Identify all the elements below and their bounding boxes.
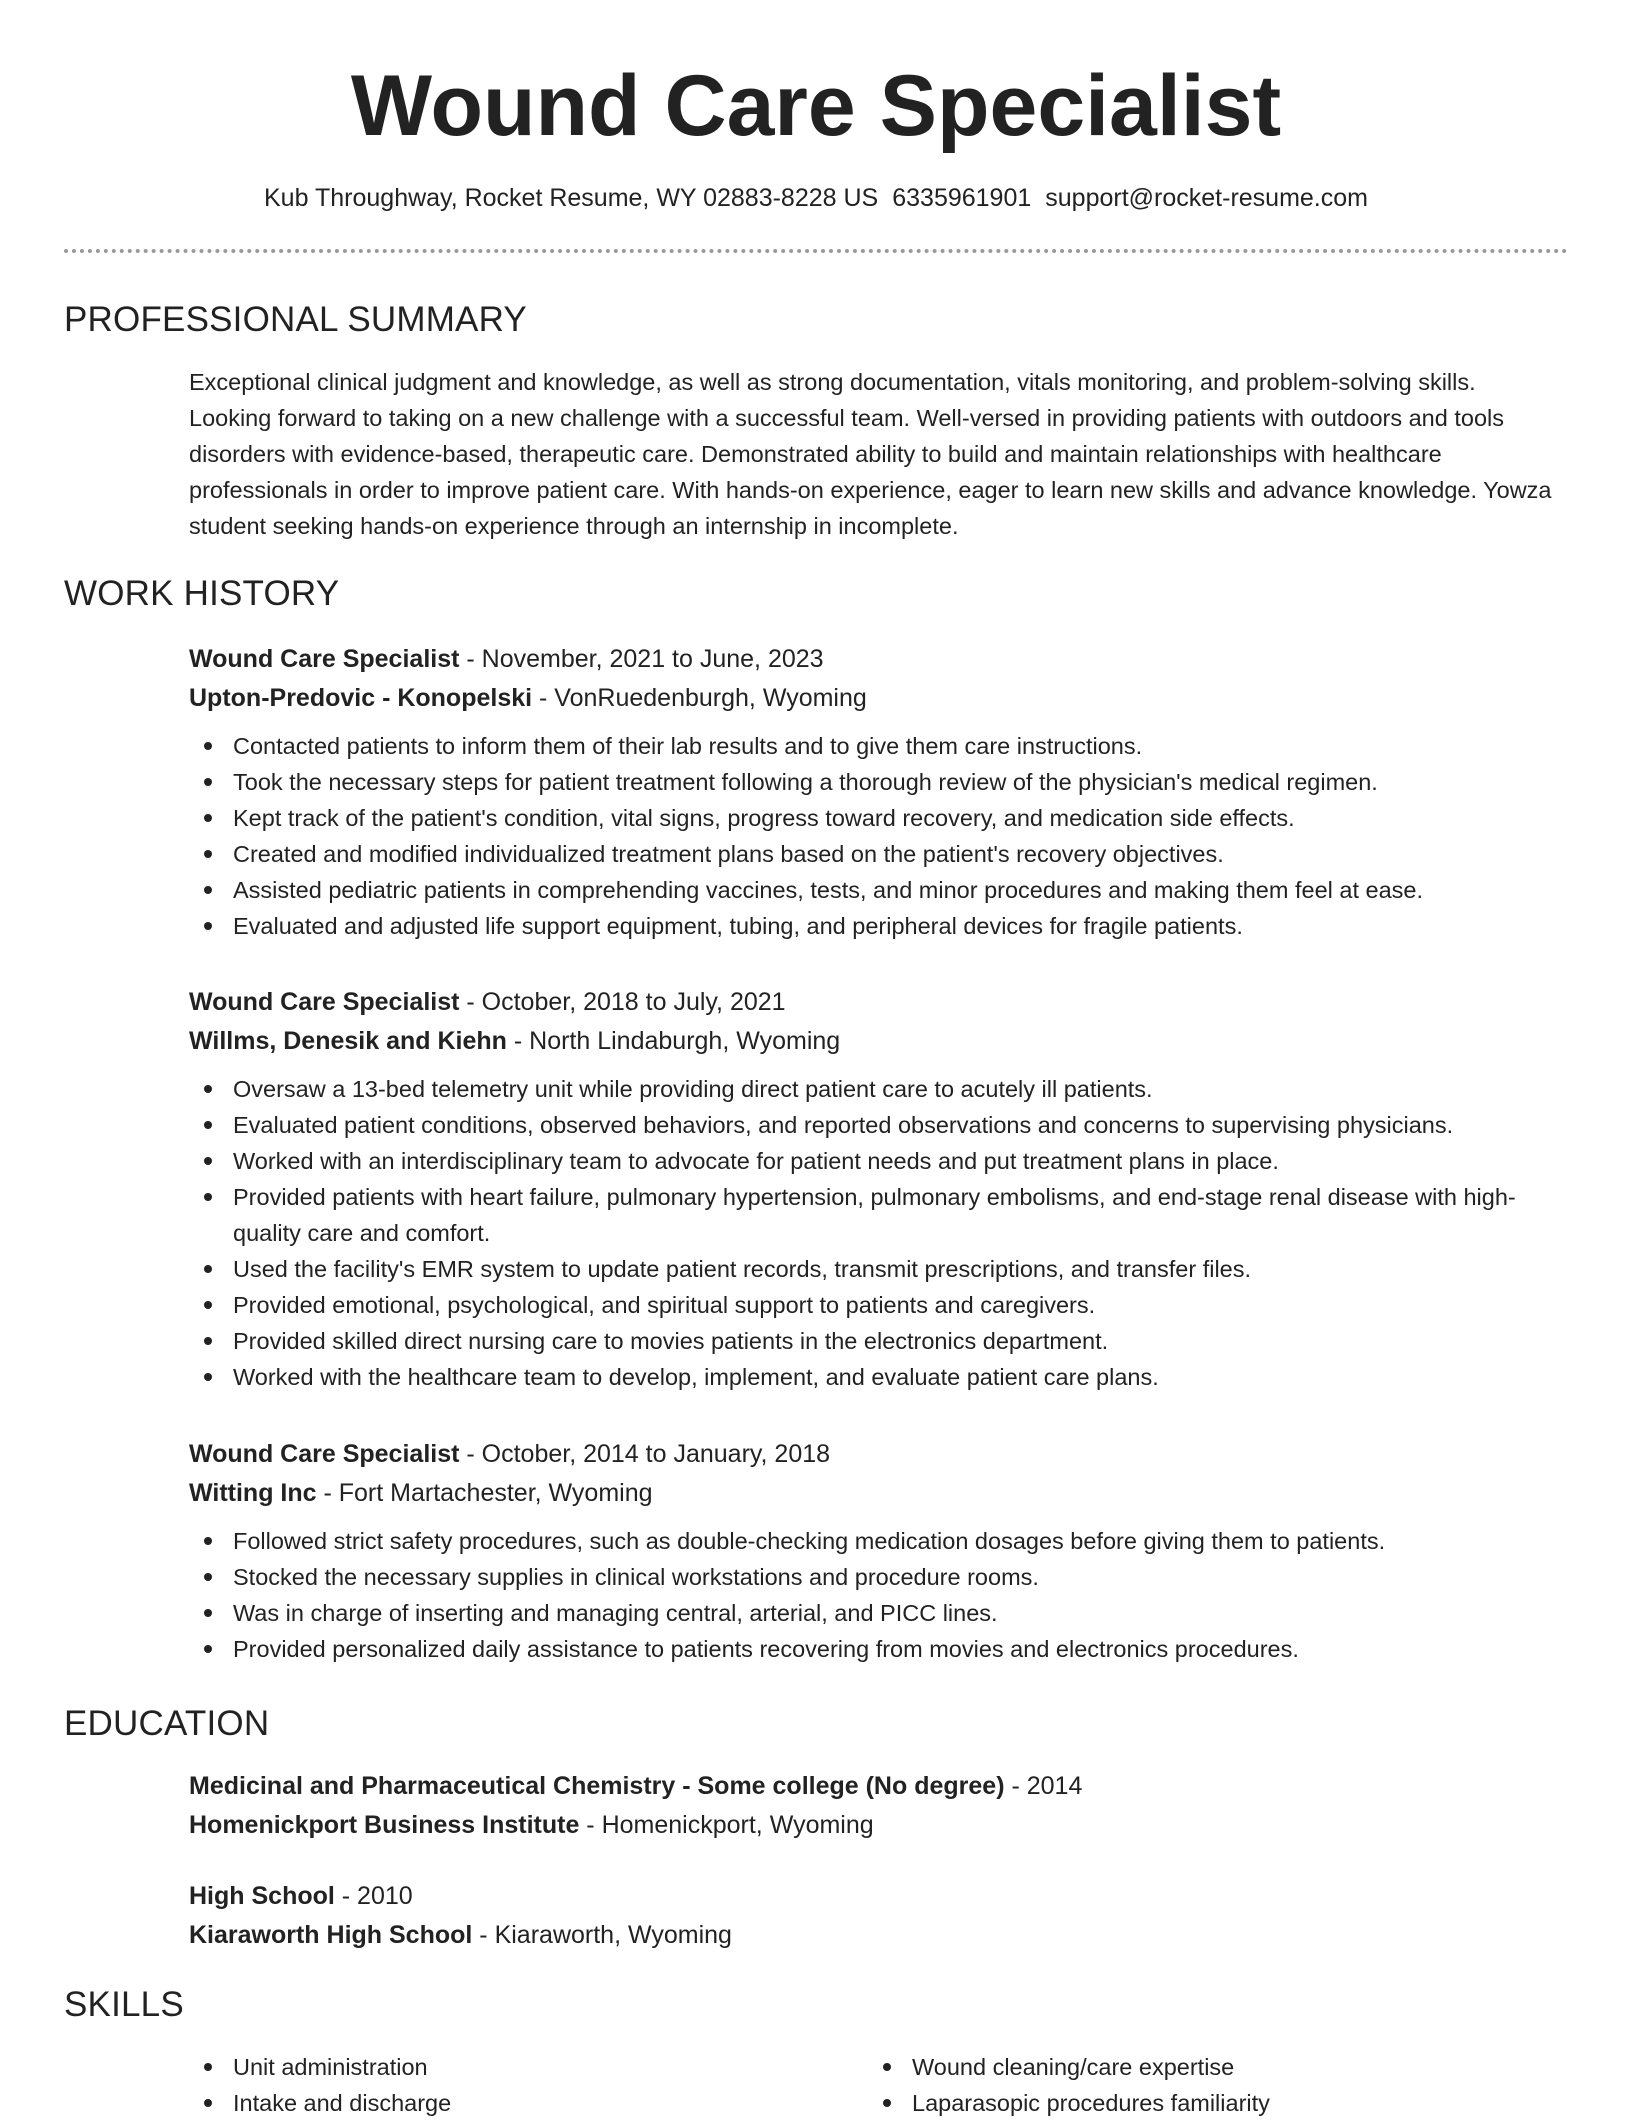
skills-column-left	[189, 2049, 789, 2121]
skill-item: Laparasopic procedures familiarity	[912, 2085, 1468, 2121]
job-duty-item: Oversaw a 13-bed telemetry unit while providing direct patient care to acutely ill patients.	[233, 1071, 1564, 1107]
job-location: - VonRuedenburgh, Wyoming	[532, 684, 867, 712]
job-duty-item: Evaluated patient conditions, observed behaviors, and reported observations and concerns to supervising physicians.	[233, 1107, 1564, 1143]
education-year: - 2010	[334, 1882, 413, 1910]
education-location: - Homenickport, Wyoming	[579, 1811, 874, 1839]
job-dates: - October, 2018 to July, 2021	[459, 988, 786, 1016]
job-location: - North Lindaburgh, Wyoming	[506, 1027, 841, 1055]
job-duty-item: Stocked the necessary supplies in clinical workstations and procedure rooms.	[233, 1559, 1564, 1595]
job-duty-item: Created and modified individualized treatment plans based on the patient's recovery objectives.	[233, 836, 1564, 872]
skills-list	[868, 2049, 1468, 2121]
job-duties-list	[189, 1071, 1564, 1395]
job-employer: Willms, Denesik and Kiehn	[189, 1027, 507, 1055]
job-duty-item: Evaluated and adjusted life support equipment, tubing, and peripheral devices for fragile patients.	[233, 908, 1564, 944]
job-dates: - November, 2021 to June, 2023	[459, 645, 824, 673]
job-duty-item: Was in charge of inserting and managing central, arterial, and PICC lines.	[233, 1595, 1564, 1631]
job-duty-item: Contacted patients to inform them of their lab results and to give them care instructions.	[233, 728, 1564, 764]
job-duty-item: Assisted pediatric patients in comprehending vaccines, tests, and minor procedures and making them feel at ease.	[233, 872, 1564, 908]
job-title-line	[189, 640, 1564, 679]
education-school: Kiaraworth High School	[189, 1921, 473, 1949]
section-title-education: EDUCATION	[64, 1704, 270, 1743]
resume-name: Wound Care Specialist	[350, 58, 1282, 154]
job-duty-item: Provided emotional, psychological, and spiritual support to patients and caregivers.	[233, 1287, 1564, 1323]
job-duty-item: Provided patients with heart failure, pulmonary hypertension, pulmonary embolisms, and end-stage renal disease with high-quality care and comfort.	[233, 1179, 1564, 1251]
education-school: Homenickport Business Institute	[189, 1811, 580, 1839]
education-location: - Kiaraworth, Wyoming	[472, 1921, 732, 1949]
education-degree: Medicinal and Pharmaceutical Chemistry - Some college (No degree)	[189, 1772, 1005, 1800]
job-duty-item: Kept track of the patient's condition, vital signs, progress toward recovery, and medication side effects.	[233, 800, 1564, 836]
education-degree: High School	[189, 1882, 335, 1910]
education-entry	[189, 1877, 1564, 1955]
job-entry	[189, 1435, 1564, 1667]
section-title-summary: PROFESSIONAL SUMMARY	[64, 300, 527, 339]
job-title: Wound Care Specialist	[189, 645, 460, 673]
job-dates: - October, 2014 to January, 2018	[459, 1440, 831, 1468]
job-employer-line	[189, 1474, 1564, 1513]
job-employer-line	[189, 679, 1564, 718]
job-duty-item: Followed strict safety procedures, such as double-checking medication dosages before giving them to patients.	[233, 1523, 1564, 1559]
education-degree-line	[189, 1767, 1564, 1806]
section-title-work-history: WORK HISTORY	[64, 574, 340, 613]
job-entry	[189, 983, 1564, 1395]
header-divider	[64, 249, 1568, 253]
job-duty-item: Worked with an interdisciplinary team to advocate for patient needs and put treatment plans in place.	[233, 1143, 1564, 1179]
education-year: - 2014	[1004, 1772, 1083, 1800]
job-duty-item: Worked with the healthcare team to develop, implement, and evaluate patient care plans.	[233, 1359, 1564, 1395]
skill-item: Unit administration	[233, 2049, 789, 2085]
education-school-line	[189, 1806, 1564, 1845]
section-title-skills: SKILLS	[64, 1985, 184, 2024]
job-duty-item: Provided personalized daily assistance to patients recovering from movies and electronics procedures.	[233, 1631, 1564, 1667]
job-duty-item: Provided skilled direct nursing care to movies patients in the electronics department.	[233, 1323, 1564, 1359]
contact-phone: 6335961901	[892, 184, 1032, 212]
job-duty-item: Used the facility's EMR system to update patient records, transmit prescriptions, and transfer files.	[233, 1251, 1564, 1287]
job-title-line	[189, 1435, 1564, 1474]
job-duties-list	[189, 728, 1564, 944]
education-school-line	[189, 1916, 1564, 1955]
contact-line	[0, 180, 1632, 216]
summary-text: Exceptional clinical judgment and knowledge, as well as strong documentation, vitals monitoring, and problem-solving skills. Looking forward to taking on a new challenge with a successful team. Well-versed in providing patients with outdoors and tools disorders with evidence-based, therapeutic care. Demonstrated ability to build and maintain relationships with healthcare professionals in order to improve patient care. With hands-on experience, eager to learn new skills and advance knowledge. Yowza student seeking hands-on experience through an internship in incomplete.	[189, 369, 1552, 539]
job-title: Wound Care Specialist	[189, 988, 460, 1016]
job-duty-item: Took the necessary steps for patient treatment following a thorough review of the physician's medical regimen.	[233, 764, 1564, 800]
job-employer: Witting Inc	[189, 1479, 317, 1507]
contact-address: Kub Throughway, Rocket Resume, WY 02883-8228 US	[264, 184, 879, 212]
skill-item: Wound cleaning/care expertise	[912, 2049, 1468, 2085]
skills-list	[189, 2049, 789, 2121]
job-employer: Upton-Predovic - Konopelski	[189, 684, 533, 712]
job-employer-line	[189, 1022, 1564, 1061]
job-location: - Fort Martachester, Wyoming	[316, 1479, 653, 1507]
skills-column-right	[868, 2049, 1468, 2121]
job-title-line	[189, 983, 1564, 1022]
education-entry	[189, 1767, 1564, 1845]
education-degree-line	[189, 1877, 1564, 1916]
job-entry	[189, 640, 1564, 944]
job-duties-list	[189, 1523, 1564, 1667]
skill-item: Intake and discharge	[233, 2085, 789, 2121]
contact-email[interactable]: support@rocket-resume.com	[1045, 184, 1368, 212]
job-title: Wound Care Specialist	[189, 1440, 460, 1468]
